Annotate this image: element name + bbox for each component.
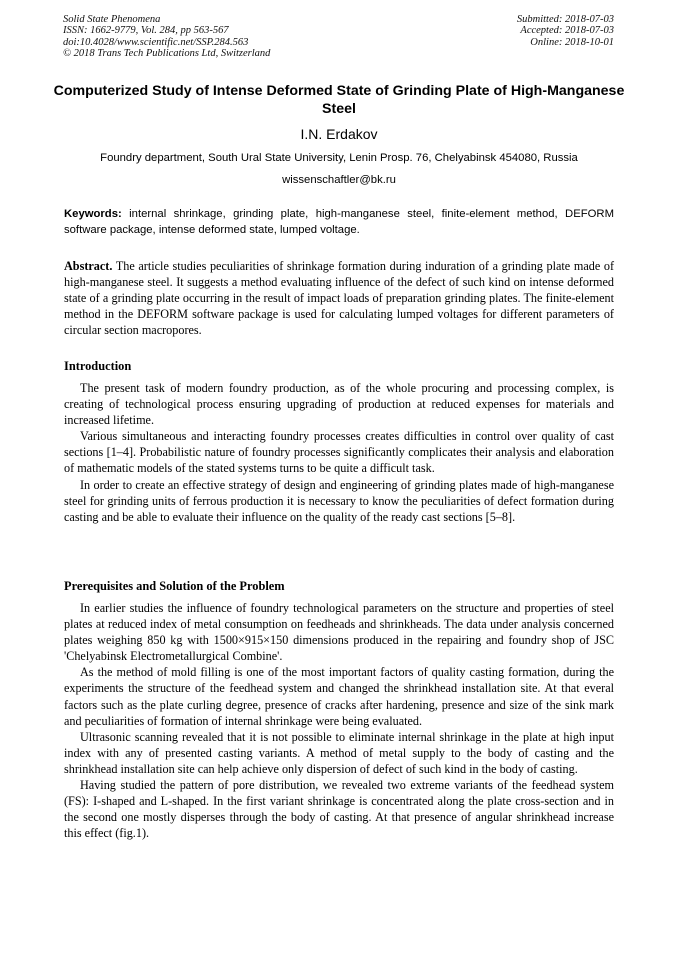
abstract-text: The article studies peculiarities of shrinkage formation during induration of a grinding plate made of high-manganese steel. It suggests a method evaluating influence of the defect of such kind on intense deformed state of a grinding plate occurring in the result of impact loads of preparation grinding plates. The finite-element method in the DEFORM software package is used for calculating lumped voltages for different parameters of circular section macropores. (64, 259, 615, 338)
accepted-date: Accepted: 2018-07-03 (520, 25, 614, 37)
keywords-text: internal shrinkage, grinding plate, high-manganese steel, finite-element method, DEFORM software package, intense deformed state, lumped voltage. (64, 208, 614, 236)
paragraph: In earlier studies the influence of foundry technological parameters on the structure and properties of steel plates at reduced index of metal consumption on feedheads and shrinkheads. The data under analysis concerned plates weighing 850 kg with 1500×915×150 dimensions produced in the repairing and foundry shop of JSC 'Chelyabinsk Electrometallurgical Combine'. (64, 601, 614, 664)
section-heading-prerequisites: Prerequisites and Solution of the Problem (64, 579, 285, 593)
online-date: Online: 2018-10-01 (530, 36, 614, 48)
paper-title: Computerized Study of Intense Deformed State of Grinding Plate of High-Manganese Steel (53, 83, 625, 117)
publication-dates (517, 14, 614, 48)
introduction-body (64, 380, 614, 525)
keywords (64, 207, 614, 238)
paragraph: The present task of modern foundry production, as of the whole procuring and processing complex, is creating of technological process ensuring upgrading of production at reduced expenses for materials and increased lifetime. (64, 381, 614, 428)
journal-info (63, 14, 270, 59)
journal-issn: ISSN: 1662-9779, Vol. 284, pp 563-567 (63, 25, 229, 37)
paragraph: Ultrasonic scanning revealed that it is not possible to eliminate internal shrinkage in the plate at high input index with any of presented casting variants. A method of metal supply to the body of casting and the shrinkhead installation site can help achieve only dispersion of defect of such kind in the body of casting. (64, 729, 614, 776)
journal-doi[interactable]: doi:10.4028/www.scientific.net/SSP.284.563 (63, 36, 249, 48)
abstract-label: Abstract. (64, 259, 113, 273)
journal-copyright: © 2018 Trans Tech Publications Ltd, Switzerland (63, 47, 271, 59)
paragraph: Having studied the pattern of pore distribution, we revealed two extreme variants of the feedhead system (FS): I-shaped and L-shaped. In the first variant shrinkage is concentrated along the plate cross-section and in the second one mostly disperses through the body of casting. At that presence of angular shrinkhead increase this effect (fig.1). (64, 778, 614, 841)
paragraph: In order to create an effective strategy of design and engineering of grinding plates made of high-manganese steel for grinding units of ferrous production it is necessary to know the peculiarities of defect formation during casting and be able to evaluate their influence on the quality of the ready cast sections [5–8]. (64, 477, 614, 524)
journal-name: Solid State Phenomena (63, 14, 161, 25)
prerequisites-body (64, 600, 614, 841)
section-heading-introduction: Introduction (64, 359, 132, 373)
author-name: I.N. Erdakov (300, 126, 378, 142)
abstract (64, 258, 614, 338)
author-email[interactable]: wissenschaftler@bk.ru (282, 174, 396, 186)
paragraph: As the method of mold filling is one of the most important factors of quality casting formation, during the experiments the structure of the feedhead system and changed the shrinkhead installation site. At that everal factors such as the plate curling degree, presence of cracks after hardening, presence and size of the sink mark and peculiarities of formation of internal shrinkage were being evaluated. (64, 665, 614, 728)
submitted-date: Submitted: 2018-07-03 (516, 14, 614, 25)
author-affiliation: Foundry department, South Ural State University, Lenin Prosp. 76, Chelyabinsk 454080, Russia (100, 152, 578, 164)
keywords-label: Keywords: (64, 208, 122, 220)
paragraph: Various simultaneous and interacting foundry processes creates difficulties in control over quality of cast sections [1–4]. Probabilistic nature of foundry processes significantly complicates their analysis and elaboration of mathematic models of the stated systems turns to be quite a difficult task. (64, 429, 614, 476)
